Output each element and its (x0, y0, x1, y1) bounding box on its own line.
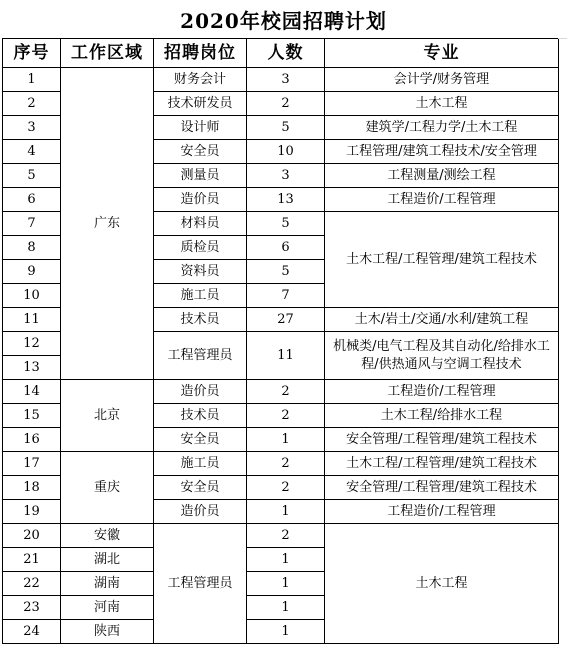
row-number-cell[interactable]: 10 (3, 284, 61, 308)
position-cell[interactable]: 工程管理员 (154, 524, 247, 644)
header-cell[interactable]: 人数 (247, 39, 325, 68)
row-number-cell[interactable]: 13 (3, 356, 61, 380)
region-cell[interactable]: 河南 (61, 596, 154, 620)
header-cell[interactable]: 序号 (3, 39, 61, 68)
major-cell[interactable]: 工程测量/测绘工程 (325, 164, 559, 188)
row-number-cell[interactable]: 22 (3, 572, 61, 596)
position-cell[interactable]: 技术员 (154, 404, 247, 428)
region-cell[interactable]: 湖南 (61, 572, 154, 596)
count-cell[interactable]: 1 (247, 572, 325, 596)
row-number-cell[interactable]: 17 (3, 452, 61, 476)
row-number-cell[interactable]: 18 (3, 476, 61, 500)
adjacent-empty-column[interactable] (558, 38, 567, 646)
count-cell[interactable]: 2 (247, 380, 325, 404)
major-cell[interactable]: 土木工程 (325, 92, 559, 116)
count-cell[interactable]: 2 (247, 92, 325, 116)
count-cell[interactable]: 3 (247, 164, 325, 188)
major-cell[interactable]: 安全管理/工程管理/建筑工程技术 (325, 476, 559, 500)
header-cell[interactable]: 招聘岗位 (154, 39, 247, 68)
row-number-cell[interactable]: 16 (3, 428, 61, 452)
count-cell[interactable]: 5 (247, 116, 325, 140)
position-cell[interactable]: 财务会计 (154, 68, 247, 92)
row-number-cell[interactable]: 9 (3, 260, 61, 284)
major-cell[interactable]: 土木工程/给排水工程 (325, 404, 559, 428)
count-cell[interactable]: 11 (247, 332, 325, 380)
row-number-cell[interactable]: 15 (3, 404, 61, 428)
count-cell[interactable]: 10 (247, 140, 325, 164)
row-number-cell[interactable]: 2 (3, 92, 61, 116)
row-number-cell[interactable]: 14 (3, 380, 61, 404)
row-number-cell[interactable]: 24 (3, 620, 61, 644)
major-cell[interactable]: 机械类/电气工程及其自动化/给排水工程/供热通风与空调工程技术 (325, 332, 559, 380)
position-cell[interactable]: 设计师 (154, 116, 247, 140)
position-cell[interactable]: 技术研发员 (154, 92, 247, 116)
major-cell[interactable]: 土木工程/工程管理/建筑工程技术 (325, 212, 559, 308)
table-row (3, 524, 559, 548)
count-cell[interactable]: 1 (247, 596, 325, 620)
position-cell[interactable]: 造价员 (154, 188, 247, 212)
position-cell[interactable]: 材料员 (154, 212, 247, 236)
major-cell[interactable]: 土木/岩土/交通/水利/建筑工程 (325, 308, 559, 332)
row-number-cell[interactable]: 8 (3, 236, 61, 260)
major-cell[interactable]: 会计学/财务管理 (325, 68, 559, 92)
region-cell[interactable]: 安徽 (61, 524, 154, 548)
position-cell[interactable]: 施工员 (154, 284, 247, 308)
major-cell[interactable]: 建筑学/工程力学/土木工程 (325, 116, 559, 140)
count-cell[interactable]: 6 (247, 236, 325, 260)
major-cell[interactable]: 土木工程 (325, 524, 559, 644)
position-cell[interactable]: 资料员 (154, 260, 247, 284)
table-row (3, 452, 559, 476)
major-cell[interactable]: 工程造价/工程管理 (325, 380, 559, 404)
row-number-cell[interactable]: 20 (3, 524, 61, 548)
position-cell[interactable]: 工程管理员 (154, 332, 247, 380)
major-cell[interactable]: 安全管理/工程管理/建筑工程技术 (325, 428, 559, 452)
count-cell[interactable]: 1 (247, 428, 325, 452)
major-cell[interactable]: 工程造价/工程管理 (325, 500, 559, 524)
position-cell[interactable]: 安全员 (154, 140, 247, 164)
count-cell[interactable]: 1 (247, 620, 325, 644)
major-cell[interactable]: 工程管理/建筑工程技术/安全管理 (325, 140, 559, 164)
row-number-cell[interactable]: 19 (3, 500, 61, 524)
row-number-cell[interactable]: 3 (3, 116, 61, 140)
count-cell[interactable]: 5 (247, 260, 325, 284)
count-cell[interactable]: 1 (247, 548, 325, 572)
position-cell[interactable]: 技术员 (154, 308, 247, 332)
position-cell[interactable]: 造价员 (154, 380, 247, 404)
row-number-cell[interactable]: 5 (3, 164, 61, 188)
page-title: 2020年校园招聘计划 (180, 8, 387, 33)
row-number-cell[interactable]: 6 (3, 188, 61, 212)
count-cell[interactable]: 5 (247, 212, 325, 236)
position-cell[interactable]: 质检员 (154, 236, 247, 260)
position-cell[interactable]: 安全员 (154, 428, 247, 452)
region-cell[interactable]: 陕西 (61, 620, 154, 644)
count-cell[interactable]: 7 (247, 284, 325, 308)
row-number-cell[interactable]: 4 (3, 140, 61, 164)
row-number-cell[interactable]: 7 (3, 212, 61, 236)
row-number-cell[interactable]: 1 (3, 68, 61, 92)
header-cell[interactable]: 专业 (325, 39, 559, 68)
position-cell[interactable]: 安全员 (154, 476, 247, 500)
major-cell[interactable]: 土木工程/工程管理/建筑工程技术 (325, 452, 559, 476)
count-cell[interactable]: 2 (247, 452, 325, 476)
major-cell[interactable]: 工程造价/工程管理 (325, 188, 559, 212)
count-cell[interactable]: 2 (247, 404, 325, 428)
count-cell[interactable]: 2 (247, 476, 325, 500)
row-number-cell[interactable]: 21 (3, 548, 61, 572)
count-cell[interactable]: 13 (247, 188, 325, 212)
count-cell[interactable]: 2 (247, 524, 325, 548)
row-number-cell[interactable]: 23 (3, 596, 61, 620)
count-cell[interactable]: 1 (247, 500, 325, 524)
position-cell[interactable]: 造价员 (154, 500, 247, 524)
row-number-cell[interactable]: 11 (3, 308, 61, 332)
count-cell[interactable]: 3 (247, 68, 325, 92)
position-cell[interactable]: 测量员 (154, 164, 247, 188)
table-row (3, 380, 559, 404)
position-cell[interactable]: 施工员 (154, 452, 247, 476)
region-cell[interactable]: 北京 (61, 380, 154, 452)
count-cell[interactable]: 27 (247, 308, 325, 332)
header-cell[interactable]: 工作区域 (61, 39, 154, 68)
region-cell[interactable]: 广东 (61, 68, 154, 380)
region-cell[interactable]: 湖北 (61, 548, 154, 572)
region-cell[interactable]: 重庆 (61, 452, 154, 524)
header-row (3, 39, 559, 68)
recruitment-table (2, 38, 559, 644)
row-number-cell[interactable]: 12 (3, 332, 61, 356)
table-row (3, 68, 559, 92)
